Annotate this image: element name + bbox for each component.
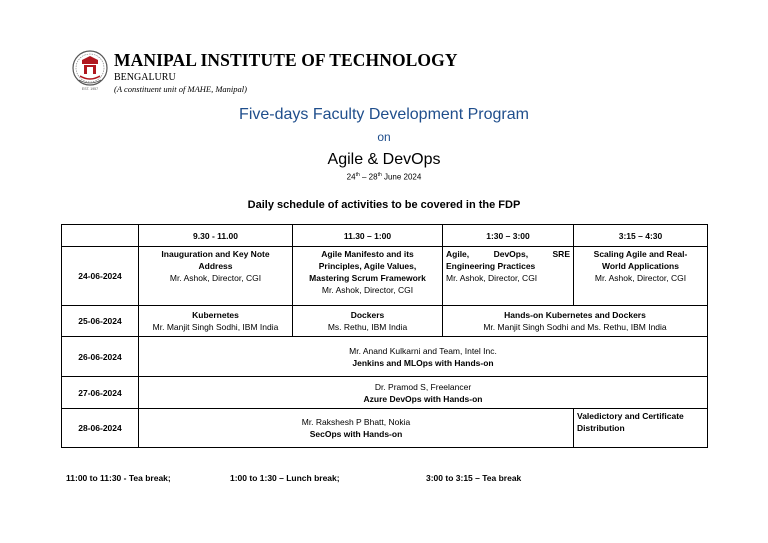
session-cell: [293, 247, 443, 306]
session-cell: [443, 247, 574, 306]
column-header: 3:15 – 4:30: [574, 225, 708, 247]
session-title: Scaling Agile and Real-: [593, 249, 688, 259]
session-cell: [139, 306, 293, 337]
session-cell: [139, 377, 708, 409]
session-speaker: Ms. Rethu, IBM India: [327, 322, 408, 332]
session-speaker: Mr. Anand Kulkarni and Team, Intel Inc.: [349, 345, 497, 356]
table-row: [62, 377, 708, 409]
date-separator: –: [359, 172, 369, 182]
session-cell: [139, 337, 708, 377]
svg-text:EST. 1957: EST. 1957: [81, 87, 99, 91]
institution-header: [70, 48, 458, 98]
column-header: 9.30 - 11.00: [139, 225, 293, 247]
row-date: 25-06-2024: [62, 306, 139, 337]
program-on: on: [377, 130, 391, 144]
program-title: Five-days Faculty Development Program: [239, 106, 529, 123]
session-speaker: Dr. Pramod S, Freelancer: [374, 381, 472, 392]
end-day-suffix: th: [377, 172, 382, 178]
session-speaker: Mr. Ashok, Director, CGI: [169, 273, 262, 283]
column-header: 1:30 – 3:00: [443, 225, 574, 247]
session-title: Principles, Agile Values,: [318, 261, 417, 271]
session-cell: [574, 247, 708, 306]
mit-seal-logo: [70, 48, 110, 92]
row-date: 28-06-2024: [62, 409, 139, 448]
row-date: 27-06-2024: [62, 377, 139, 409]
session-title: Dockers: [350, 310, 385, 320]
session-title: World Applications: [602, 261, 679, 271]
schedule-heading: Daily schedule of activities to be covered in the FDP: [247, 199, 521, 211]
table-header-row: [62, 225, 708, 247]
start-day-suffix: th: [355, 172, 360, 178]
table-row: [62, 306, 708, 337]
session-speaker: Mr. Manjit Singh Sodhi, IBM India: [152, 322, 279, 332]
session-title: Distribution: [577, 423, 625, 433]
start-day: 24: [346, 172, 356, 182]
session-title: Address: [198, 261, 233, 271]
session-cell: [574, 409, 708, 448]
corner-cell: [62, 225, 139, 247]
tea-break-afternoon: 3:00 to 3:15 – Tea break: [426, 473, 522, 483]
session-title: Mastering Scrum Framework: [309, 273, 426, 283]
session-title: Engineering Practices: [446, 261, 536, 271]
session-speaker: Mr. Rakshesh P Bhatt, Nokia: [301, 417, 411, 427]
institution-subtitle: (A constituent unit of MAHE, Manipal): [114, 84, 247, 94]
session-cell: [139, 247, 293, 306]
table-row: [62, 409, 708, 448]
session-speaker: Mr. Ashok, Director, CGI: [446, 273, 538, 283]
institution-name: MANIPAL INSTITUTE OF TECHNOLOGY: [114, 50, 458, 70]
month-year: June 2024: [381, 172, 422, 182]
row-date: 26-06-2024: [62, 337, 139, 377]
session-title: Kubernetes: [192, 310, 239, 320]
table-row: [62, 337, 708, 377]
program-topic: Agile & DevOps: [327, 151, 441, 168]
end-day: 28: [368, 172, 378, 182]
session-title: Agile, DevOps, SRE: [446, 249, 570, 259]
row-date: 24-06-2024: [62, 247, 139, 306]
session-title: Inauguration and Key Note: [161, 249, 270, 259]
session-speaker: Mr. Ashok, Director, CGI: [321, 285, 414, 295]
session-title: Agile Manifesto and its: [321, 249, 414, 259]
session-cell: [293, 306, 443, 337]
schedule-table: [61, 224, 708, 448]
session-title: Hands-on Kubernetes and Dockers: [504, 310, 646, 320]
table-row: [62, 247, 708, 306]
session-speaker: Mr. Manjit Singh Sodhi and Ms. Rethu, IBM India: [483, 322, 667, 332]
session-title: Azure DevOps with Hands-on: [363, 393, 483, 404]
column-header: 11.30 – 1:00: [293, 225, 443, 247]
program-dates: [0, 172, 768, 182]
institution-city: BENGALURU: [114, 72, 176, 83]
session-title: Jenkins and MLOps with Hands-on: [352, 357, 494, 368]
lunch-break: 1:00 to 1:30 – Lunch break;: [230, 473, 340, 483]
session-speaker: Mr. Ashok, Director, CGI: [594, 273, 687, 283]
session-cell: [139, 409, 574, 448]
session-cell: [443, 306, 708, 337]
session-title: SecOps with Hands-on: [309, 429, 403, 439]
tea-break-morning: 11:00 to 11:30 - Tea break;: [66, 473, 171, 483]
session-title: Valedictory and Certificate: [577, 411, 684, 421]
